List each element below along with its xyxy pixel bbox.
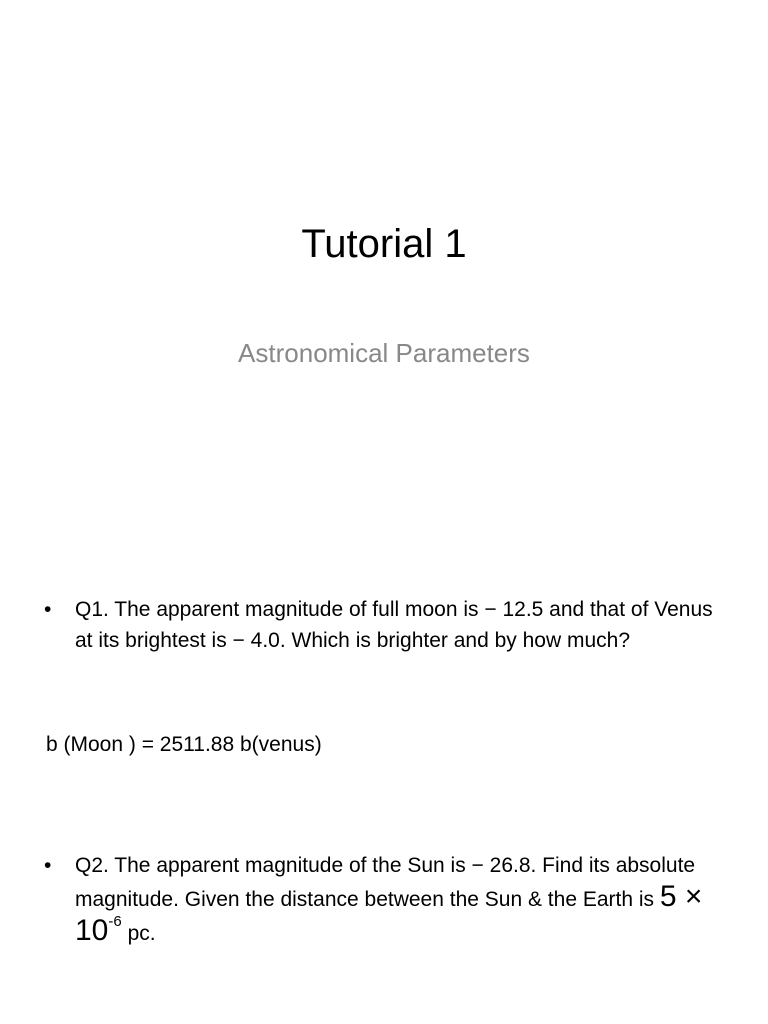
- question-2: [44, 850, 734, 951]
- question-2-body: [75, 850, 734, 951]
- answer-1: b (Moon ) = 2511.88 b(venus): [46, 733, 322, 756]
- distance-unit: pc.: [127, 922, 156, 945]
- distance-exponent: -6: [108, 913, 122, 930]
- slide-subtitle: Astronomical Parameters: [238, 338, 530, 368]
- bullet-dot: •: [44, 854, 52, 877]
- distance-value: 5 × 10: [75, 880, 703, 947]
- question-2-text: Q2. The apparent magnitude of the Sun is − 26.8. Find its absolute magnitude. Given the distance between the Sun & the Earth is: [75, 854, 696, 911]
- question-1-text: Q1. The apparent magnitude of full moon is − 12.5 and that of Venus at its brightest is − 4.0. Which is brighter and by how much?: [75, 598, 713, 652]
- question-1: [44, 594, 734, 656]
- slide-title: Tutorial 1: [301, 222, 467, 266]
- bullet-dot: •: [44, 598, 52, 621]
